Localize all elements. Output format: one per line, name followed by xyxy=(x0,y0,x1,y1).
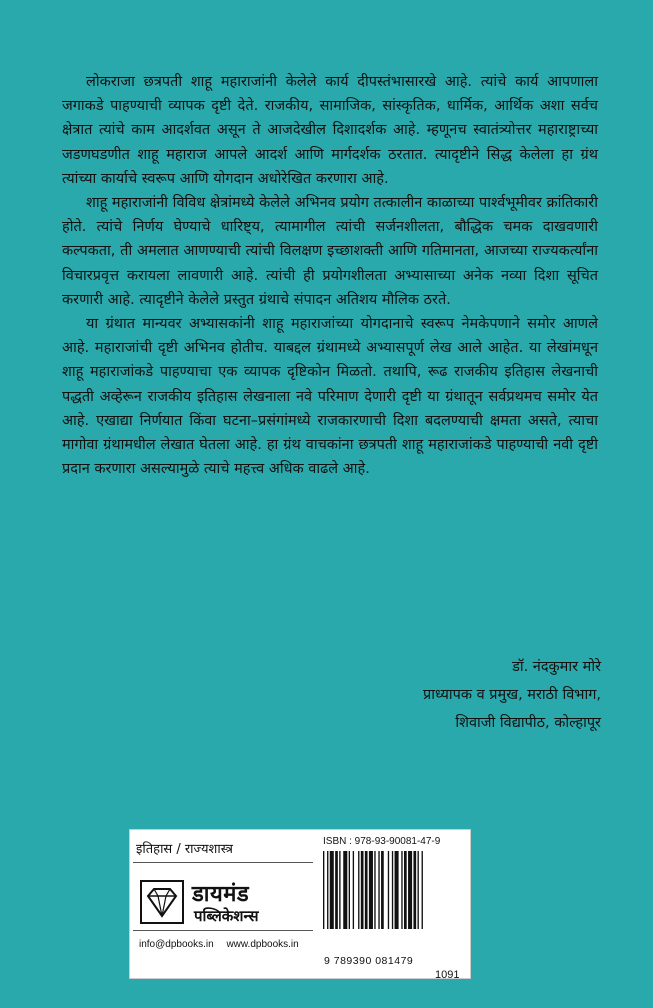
publisher-name-line2: पब्लिकेशन्स xyxy=(194,907,259,925)
signature-block xyxy=(423,653,601,737)
paragraph-1: लोकराजा छत्रपती शाहू महाराजांनी केलेले कार्य दीपस्तंभासारखे आहे. त्यांचे कार्य आपणाला जगाकडे पाहण्याची व्यापक दृष्टी देते. राजकीय, सामाजिक, सांस्कृतिक, धार्मिक, आर्थिक अशा सर्वच क्षेत्रात त्यांचे काम आदर्शवत असून ते आजदेखील दिशादर्शक आहे. म्हणूनच स्वातंत्र्योत्तर महाराष्ट्राच्या जडणघडणीत शाहू महाराज आपले आदर्श आणि मार्गदर्शक ठरतात. त्यादृष्टीने सिद्ध केलेला हा ग्रंथ त्यांच्या कार्याचे स्वरूप आणि योगदान अधोरेखित करणारा आहे. xyxy=(62,74,598,187)
email-text: info@dpbooks.in xyxy=(139,939,214,950)
divider xyxy=(133,862,313,863)
subject-category: इतिहास / राज्यशास्त्र xyxy=(136,842,233,857)
barcode-digits: 9 789390 081479 xyxy=(324,955,414,967)
website-text: www.dpbooks.in xyxy=(226,939,299,950)
author-name: डॉ. नंदकुमार मोरे xyxy=(512,659,601,675)
isbn-label: ISBN : 978-93-90081-47-9 xyxy=(323,836,441,847)
divider xyxy=(133,930,313,931)
author-designation: प्राध्यापक व प्रमुख, मराठी विभाग, xyxy=(423,687,601,703)
price-code: 1091 xyxy=(435,969,460,981)
blurb-text xyxy=(62,70,598,481)
paragraph-2: शाहू महाराजांनी विविध क्षेत्रांमध्ये केलेले अभिनव प्रयोग तत्कालीन काळाच्या पार्श्वभूमीवर क्रांतिकारी होते. त्यांचे निर्णय घेण्याचे धारिष्ट्य, त्यामागील त्यांची सर्जनशीलता, बौद्धिक चमक दाखवणारी कल्पकता, ती अमलात आणण्याची त्यांची विलक्षण इच्छाशक्ती आणि गतिमानता, आजच्या राज्यकर्त्यांना विचारप्रवृत्त करायला लावणारी आहे. त्यांची ही प्रयोगशीलता अभ्यासाच्या अनेक नव्या दिशा सूचित करणारी आहे. त्यादृष्टीने केलेले प्रस्तुत ग्रंथाचे संपादन अतिशय मौलिक ठरते. xyxy=(62,195,598,308)
paragraph-3: या ग्रंथात मान्यवर अभ्यासकांनी शाहू महाराजांच्या योगदानाचे स्वरूप नेमकेपणाने समोर आणले आहे. महाराजांची दृष्टी अभिनव होतीच. याबद्दल ग्रंथामध्ये अभ्यासपूर्ण लेख आले आहेत. या लेखांमधून शाहू महाराजांकडे पाहण्याचा एक व्यापक दृष्टिकोन मिळतो. तथापि, रूढ राजकीय इतिहास लेखनाची पद्धती अव्हेरून राजकीय इतिहास लेखनाला नवे परिमाण देणारी दृष्टी या ग्रंथातून सर्वप्रथमच समोर येत आहे. एखाद्या निर्णयात किंवा घटना–प्रसंगांमध्ये राजकारणाची दिशा बदलण्याची क्षमता असते, त्याचा मागोवा ग्रंथामधील लेखात घेतला आहे. हा ग्रंथ वाचकांना छत्रपती शाहू महाराजांकडे पाहण्याची नवी दृष्टी प्रदान करणारा असल्यामुळे त्याचे महत्त्व अधिक वाढले आहे. xyxy=(62,316,598,478)
diamond-logo-icon xyxy=(140,880,184,924)
author-institution: शिवाजी विद्यापीठ, कोल्हापूर xyxy=(455,715,601,731)
publisher-contacts xyxy=(139,939,309,950)
barcode-icon xyxy=(322,851,458,929)
publisher-name-line1: डायमंड xyxy=(192,882,250,907)
